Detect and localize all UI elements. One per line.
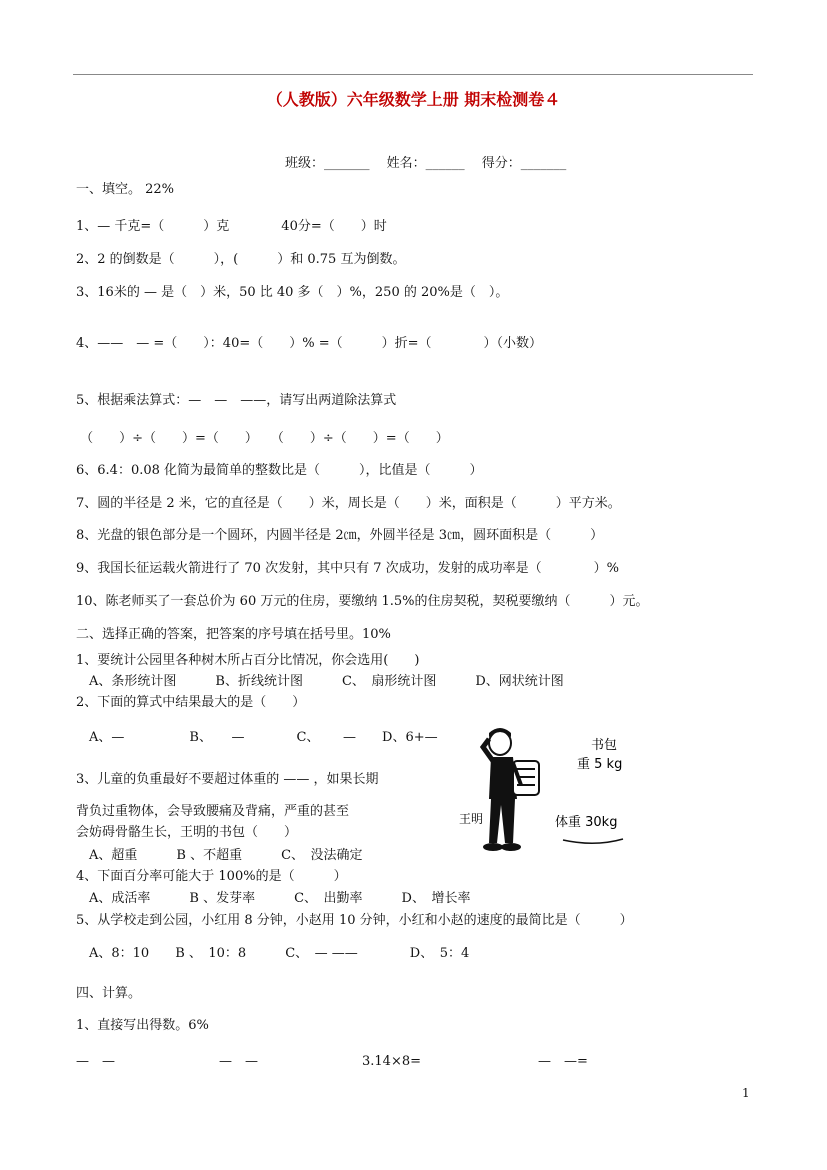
question-1-2: 2、2 的倒数是（ ），( ）和 0.75 互为倒数。: [76, 252, 406, 267]
body-weight: 体重 30kg: [555, 815, 618, 830]
question-2-3-options: A、超重 B 、不超重 C、 没法确定: [76, 848, 363, 863]
question-2-5-options: A、8：10 B 、 10：8 C、 — —— D、 5：4: [76, 946, 470, 961]
question-1-4: 4、—— — =（ ）：40=（ ）% =（ ）折=（ ）（小数）: [76, 336, 543, 351]
question-2-4-options: A、成活率 B 、发芽率 C、 出勤率 D、 增长率: [76, 891, 471, 906]
bag-weight: 重 5 kg: [577, 757, 623, 772]
question-1-7: 7、圆的半径是 2 米，它的直径是（ ）米，周长是（ ）米，面积是（ ）平方米。: [76, 496, 621, 511]
student-info-line: 班级：_______ 姓名：______ 得分：_______: [285, 156, 567, 171]
question-1-5-blanks: （ ）÷（ ）=（ ） （ ）÷（ ）=（ ）: [76, 431, 449, 446]
question-2-4: 4、下面百分率可能大于 100%的是（ ）: [76, 869, 347, 884]
question-2-1: 1、要统计公园里各种树木所占百分比情况，你会选用( ): [76, 653, 420, 668]
section1-heading: 一、填空。 22%: [76, 182, 175, 197]
question-1-1: 1、— 千克=（ ）克 40分=（ ）时: [76, 219, 387, 234]
question-4-1: 1、直接写出得数。6%: [76, 1018, 209, 1033]
page-number: 1: [742, 1086, 750, 1100]
question-2-5: 5、从学校走到公园，小红用 8 分钟，小赵用 10 分钟，小红和小赵的速度的最简比是（ ）: [76, 913, 633, 928]
question-2-3-cont2: 会妨碍骨骼生长，王明的书包（ ）: [76, 825, 298, 840]
question-1-6: 6、6.4：0.08 化简为最简单的整数比是（ ），比值是（ ）: [76, 463, 483, 478]
header-rule: [73, 74, 753, 75]
question-2-1-options: A、条形统计图 B、折线统计图 C、 扇形统计图 D、网状统计图: [76, 674, 564, 689]
question-2-2: 2、下面的算式中结果最大的是（ ）: [76, 695, 306, 710]
boy-with-backpack-drawing: [455, 725, 645, 855]
page-title: （人教版）六年级数学上册 期末检测卷４: [266, 90, 561, 109]
question-2-3-cont: 背负过重物体，会导致腰痛及背痛，严重的甚至: [76, 804, 350, 819]
question-1-3: 3、16米的 — 是（ ）米，50 比 40 多（ ）%，250 的 20%是（ ）。: [76, 285, 509, 300]
calculation-row: — — — — 3.14×8= — —=: [76, 1054, 588, 1069]
schoolbag-illustration: [455, 725, 645, 855]
boy-name: 王明: [459, 812, 484, 826]
bag-label: 书包: [591, 738, 618, 753]
question-2-3: 3、儿童的负重最好不要超过体重的 —— ，如果长期: [76, 772, 379, 787]
question-2-2-options: A、— B、 — C、 — D、6+—: [76, 730, 438, 745]
question-1-5: 5、根据乘法算式：— — ——，请写出两道除法算式: [76, 393, 397, 408]
question-1-10: 10、陈老师买了一套总价为 60 万元的住房，要缴纳 1.5%的住房契税，契税要缴纳（ ）元。: [76, 594, 649, 609]
section4-heading: 四、计算。: [76, 986, 142, 1001]
section2-heading: 二、选择正确的答案，把答案的序号填在括号里。10%: [76, 627, 391, 642]
question-1-8: 8、光盘的银色部分是一个圆环，内圆半径是 2㎝，外圆半径是 3㎝，圆环面积是（ ）: [76, 528, 604, 543]
question-1-9: 9、我国长征运载火箭进行了 70 次发射，其中只有 7 次成功，发射的成功率是（ ）%: [76, 561, 619, 576]
